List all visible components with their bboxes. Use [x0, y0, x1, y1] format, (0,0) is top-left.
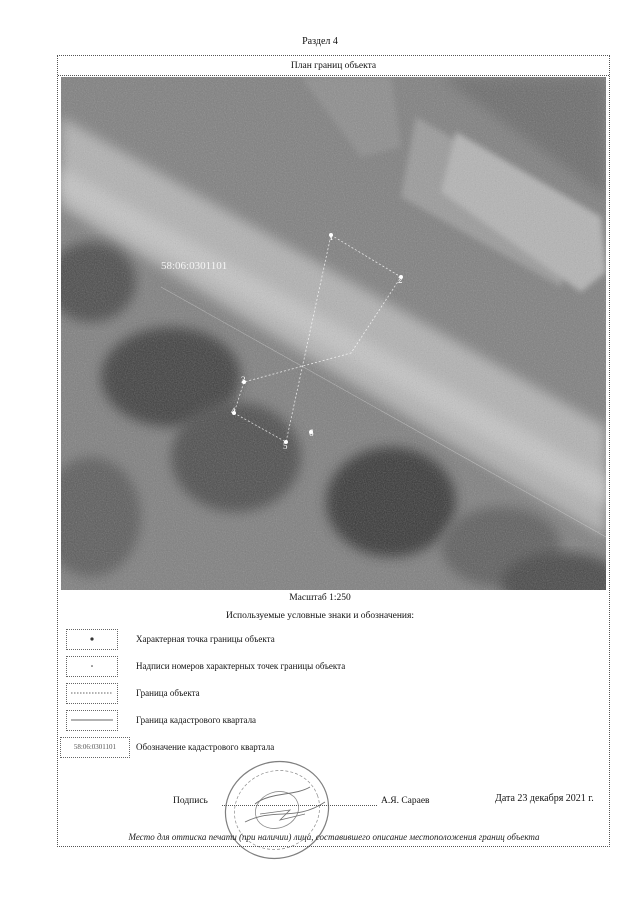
point-label-1: 1: [329, 232, 334, 242]
signature-label: Подпись: [173, 796, 208, 806]
scale-text: Масштаб 1:250: [289, 593, 351, 603]
point-label-2: 2: [398, 275, 403, 285]
point-label-5: 5: [283, 441, 288, 451]
point-label-3: 3: [241, 375, 246, 385]
official-stamp: [215, 752, 345, 867]
legend-symbol-solid-line: [66, 710, 118, 731]
point-label-4: 4: [231, 406, 236, 416]
legend-text-point: Характерная точка границы объекта: [136, 634, 275, 644]
legend-text-cadastral-label: Обозначение кадастрового квартала: [136, 742, 275, 752]
legend-title: Используемые условные знаки и обозначения:: [225, 611, 414, 621]
plan-title: План границ объекта: [58, 57, 609, 76]
legend-symbol-point-number: [66, 656, 118, 677]
signer-name: А.Я. Сараев: [381, 796, 430, 806]
section-title: Раздел 4: [302, 36, 338, 47]
legend-text-quarter-boundary: Граница кадастрового квартала: [136, 715, 257, 725]
legend-symbol-point: [66, 629, 118, 650]
legend-symbol-dotted-line: [66, 683, 118, 704]
legend-text-point-number: Надписи номеров характерных точек границы объекта: [136, 661, 346, 671]
stamp-note: Место для оттиска печати (при наличии) лица, составившего описание местоположения границ объекта: [128, 832, 540, 842]
cadastral-label: 58:06:0301101: [161, 260, 228, 272]
aerial-map: [61, 77, 606, 590]
legend-text-object-boundary: Граница объекта: [136, 688, 200, 698]
legend-symbol-cadastral-label: 58:06:0301101: [60, 737, 130, 758]
point-label-6: 6: [309, 428, 314, 438]
signature-date: Дата 23 декабря 2021 г.: [495, 793, 594, 804]
